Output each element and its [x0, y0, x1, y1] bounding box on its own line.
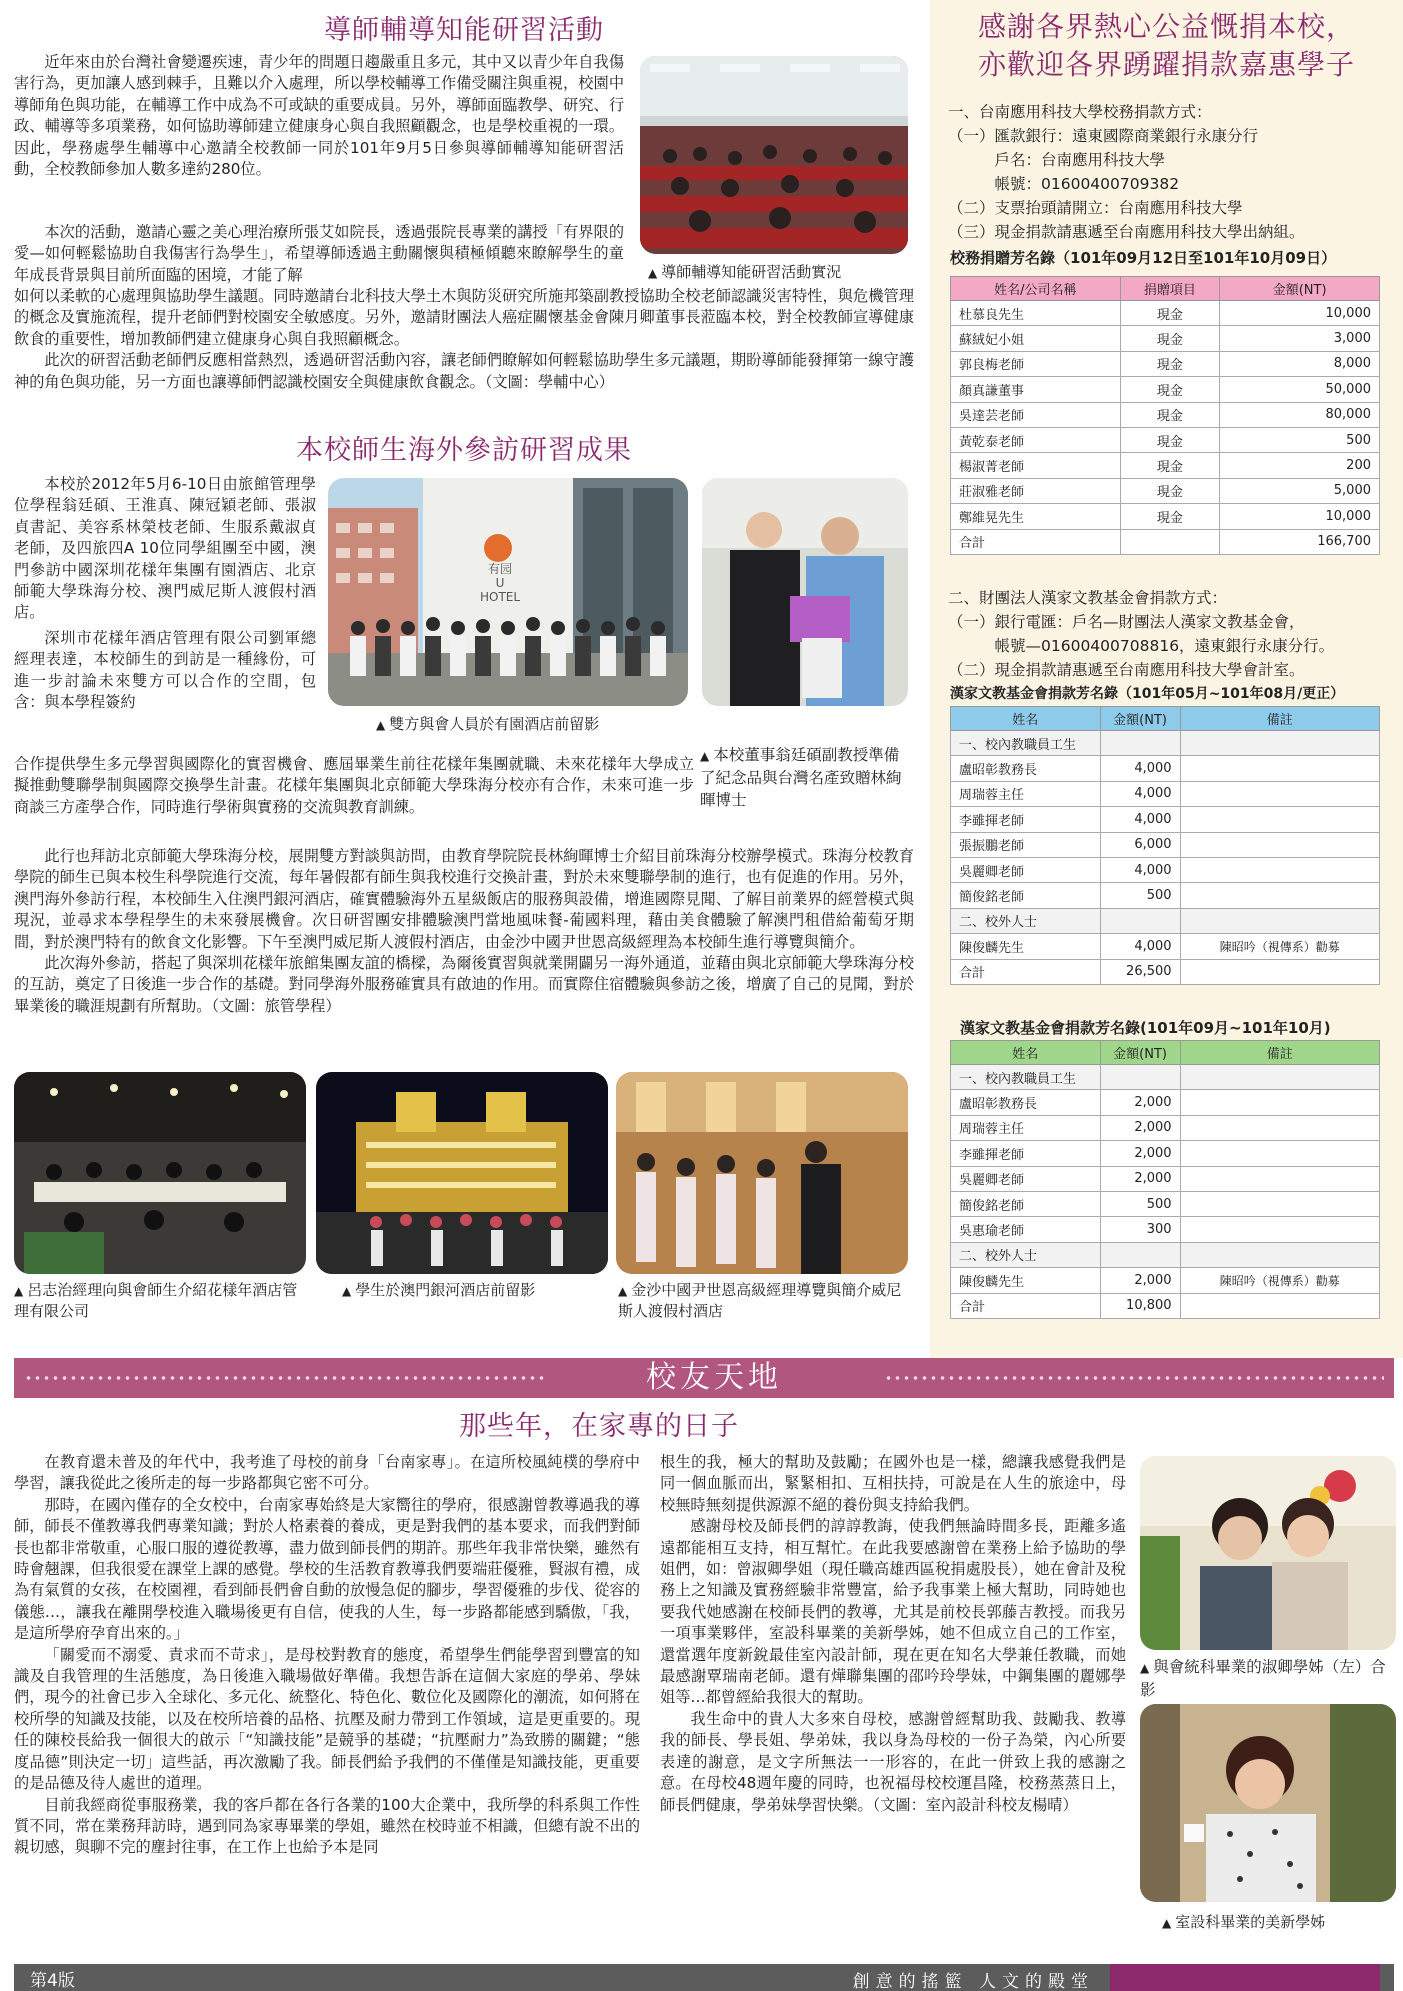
table-cell: 300 [1100, 1217, 1180, 1242]
table-cell: 黃乾泰老師 [951, 427, 1121, 452]
alumni-photo-2-caption-text: 室設科畢業的美新學姊 [1175, 1913, 1326, 1931]
donation-headline-2: 亦歡迎各界踴躍捐款嘉惠學子 [977, 48, 1355, 81]
alumni-right-paragraph: 我生命中的貴人大多來自母校，感謝曾經幫助我、鼓勵我、教導我的師長、學長姐、學弟妹，我以身為母校的一份子為榮，內心所要表達的謝意，是文字所無法一一形容的，在此一併致上我的感謝之意。在母校48週年慶的同時，也祝福母校校運昌隆，校務蒸蒸日上，師長們健康，學弟妹學習快樂。（文圖：室內設計科校友楊晴） [660, 1709, 1126, 1814]
table-cell: 2,000 [1100, 1090, 1180, 1115]
donation-table-3 [950, 1040, 1380, 1319]
table-cell: 周瑞蓉主任 [951, 1115, 1101, 1140]
article1-paragraph-2b: 如何以柔軟的心處理與協助學生議題。同時邀請台北科技大學土木與防災研究所施邦築副教授協助全校老師認識災害特性，與危機管理的概念及實施流程，提升老師們對校園安全敏感度。另外，邀請財團法人癌症關懷基金會陳月卿董事長蒞臨本校，對全校教師宣導健康飲食的重要性，增加教師們建立健康身心與自我照顧概念。 [14, 287, 914, 348]
group-photo-hotel [328, 478, 688, 706]
seminar-caption-text: 導師輔導知能研習活動實況 [661, 263, 842, 281]
table-cell: 5,000 [1220, 478, 1380, 503]
group-photo-caption-text: 雙方與會人員於有園酒店前留影 [389, 715, 600, 733]
page-footer [14, 1964, 1394, 1991]
page-number: 第4版 [30, 1971, 75, 1991]
hotel-sign: 有园 U HOTEL [480, 562, 521, 604]
table-cell: 10,000 [1220, 301, 1380, 326]
table-row [951, 1141, 1380, 1166]
table-cell [1180, 1065, 1379, 1090]
table-cell [1180, 1191, 1379, 1216]
table-cell: 8,000 [1220, 351, 1380, 376]
table-cell: 3,000 [1220, 326, 1380, 351]
article2-paragraph-2b: 合作提供學生多元學習與國際化的實習機會、應屆畢業生前往花樣年集團就職、未來花樣年大學成立擬推動雙聯學制與國際交換學生計畫。花樣年集團與北京師範大學珠海分校亦有合作，未來可進一步商談三方產學合作，同時進行學術與實務的交流與教育訓練。 [14, 755, 694, 816]
table-cell: 現金 [1120, 453, 1220, 478]
table-row [951, 504, 1380, 529]
table1-title: 校務捐贈芳名錄（101年09月12日至101年10月09日） [950, 249, 1337, 267]
table-cell: 4,000 [1100, 756, 1180, 781]
table-row [951, 1191, 1380, 1216]
alumni-left-paragraph: 在教育還未普及的年代中，我考進了母校的前身「台南家專」。在這所校風純樸的學府中學習，讓我從此之後所走的每一步路都與它密不可分。 [14, 1453, 640, 1493]
venetian-caption-text: 金沙中國尹世恩高級經理導覽與簡介威尼斯人渡假村酒店 [618, 1281, 902, 1320]
table-cell: 500 [1100, 1191, 1180, 1216]
table-cell [1180, 832, 1379, 857]
table2-title: 漢家文教基金會捐款芳名錄（101年05月~101年08月/更正） [950, 686, 1345, 702]
article2-intro [14, 474, 316, 713]
meeting-photo [14, 1072, 306, 1274]
footer-accent-block [1110, 1964, 1380, 1991]
venetian-caption: ▲ 金沙中國尹世恩高級經理導覽與簡介威尼斯人渡假村酒店 [618, 1281, 902, 1320]
table-cell: 現金 [1120, 351, 1220, 376]
table-row [951, 807, 1380, 832]
table-cell: 現金 [1120, 427, 1220, 452]
table-cell: 10,000 [1220, 504, 1380, 529]
table-cell: 4,000 [1100, 781, 1180, 806]
table-cell: 陳俊麟先生 [951, 1268, 1101, 1293]
article2-paragraph-2a: 深圳市花樣年酒店管理有限公司劉軍總經理表達，本校師生的到訪是一種緣份，可進一步討論未來雙方可以合作的空間，包含：與本學程簽約 [14, 628, 316, 712]
method1-line: （一）匯款銀行：遠東國際商業銀行永康分行 [948, 127, 1259, 145]
footer-slogan: 創意的搖籃 人文的殿堂 [852, 1972, 1094, 1991]
table-cell: 二、校外人士 [951, 908, 1101, 933]
table-cell: 50,000 [1220, 377, 1380, 402]
table-row [951, 478, 1380, 503]
table-cell [1100, 908, 1180, 933]
table-row [951, 731, 1380, 756]
table-row [951, 959, 1380, 984]
table-row [951, 301, 1380, 326]
table-cell [1180, 1090, 1379, 1115]
table-cell: 一、校內教職員工生 [951, 731, 1101, 756]
table-cell [1180, 781, 1379, 806]
banner-dots-left [24, 1376, 544, 1380]
table-cell: 二、校外人士 [951, 1242, 1101, 1267]
table-cell: 合計 [951, 959, 1101, 984]
table-row [951, 1242, 1380, 1267]
table-cell: 6,000 [1100, 832, 1180, 857]
table-row [951, 377, 1380, 402]
table-cell: 現金 [1120, 478, 1220, 503]
table-cell [1180, 1166, 1379, 1191]
table-cell: 26,500 [1100, 959, 1180, 984]
method1-line: 戶名：台南應用科技大學 [948, 151, 1166, 169]
table-cell: 鄭維晃先生 [951, 504, 1121, 529]
table-cell: 500 [1220, 427, 1380, 452]
article2-paragraph-3: 此行也拜訪北京師範大學珠海分校，展開雙方對談與訪問，由教育學院院長林絢暉博士介紹目前珠海分校辦學模式。珠海分校教育學院的師生已與本校生科學院進行交流，每年暑假都有師生與我校進行交換計畫，對於未來雙聯學制的進行，也有促進的作用。另外，澳門海外參訪行程，本校師生入住澳門銀河酒店，確實體驗海外五星級飯店的服務與設備，增進國際見聞、了解目前業界的經營模式與現況，並尋求本學程學生的未來發展機會。次日研習團安排體驗澳門當地風味餐-葡國料理，藉由美食體驗了解澳門租借給葡萄牙期間，對於澳門特有的飲食文化影響。下午至澳門威尼斯人渡假村酒店，由金沙中國尹世恩高級經理為本校師生進行導覽與簡介。 [14, 847, 914, 951]
table-cell: 4,000 [1100, 857, 1180, 882]
table-cell: 4,000 [1100, 934, 1180, 959]
article2-body-mid [14, 754, 694, 818]
table-cell: 吳惠瑜老師 [951, 1217, 1101, 1242]
article2-paragraph-1: 本校於2012年5月6-10日由旅館管理學位學程翁廷碩、王淮真、陳冠穎老師、張淑貞書記、美容系林榮枝老師、生服系戴淑貞老師，及四旅四A 10位同學組團至中國，澳門參訪中國深圳花樣年集團有園酒店、北京師範大學珠海分校、澳門威尼斯人渡假村酒店。 [14, 475, 316, 622]
table-cell: 2,000 [1100, 1115, 1180, 1140]
article1-paragraph-1: 近年來由於台灣社會變遷疾速，青少年的問題日趨嚴重且多元，其中又以青少年自我傷害行為，更加讓人感到棘手，且難以介入處理，所以學校輔導工作備受關注與重視，校園中導師角色與功能，在輔導工作中成為不可或缺的重要成員。另外，導師面臨教學、研究、行政、輔導等多項業務，如何協助導師建立健康身心與自我照顧觀念，也是學校重視的一環。因此，學務處學生輔導中心邀請全校教師一同於101年9月5日參與導師輔導知能研習活動，全校教師參加人數多達約280位。 [14, 53, 624, 179]
article2-paragraph-4: 此次海外參訪，搭起了與深圳花樣年旅館集團友誼的橋樑，為爾後實習與就業開闢另一海外通道，並藉由與北京師範大學珠海分校的互訪，奠定了日後進一步合作的基礎。對同學海外服務確實具有啟迪的作用。而實際住宿體驗與參訪之後，增廣了自己的見聞，對於畢業後的職涯規劃有所幫助。（文圖：旅管學程） [14, 954, 914, 1015]
alumni-left-paragraph: 「關愛而不溺愛、責求而不苛求」，是母校對教育的態度，希望學生們能學習到豐富的知識及自我管理的生活態度，為日後進入職場做好準備。我想告訴在這個大家庭的學弟、學妹們，現今的社會已步入全球化、多元化、統整化、特色化、數位化及國際化的潮流，如何將在校所學的知識及技能，以及在校所培養的品格、抗壓及耐力帶到工作領域，這是更重要的。現任的陳校長給我一個很大的啟示「“知識技能”是競爭的基礎；“抗壓耐力”為致勝的關鍵；“態度品德”則決定一切」這些話，再次激勵了我。師長們給予我們的不僅僅是知識技能，更重要的是品德及待人處世的道理。 [14, 1645, 640, 1793]
table-cell: 4,000 [1100, 807, 1180, 832]
table-row [951, 351, 1380, 376]
table-cell: 10,800 [1100, 1293, 1180, 1318]
table-cell: 蘇絨妃小姐 [951, 326, 1121, 351]
table-row [951, 453, 1380, 478]
banner-dots-right [884, 1376, 1384, 1380]
table-cell [1180, 1242, 1379, 1267]
table-cell: 簡俊銘老師 [951, 883, 1101, 908]
table-cell: 2,000 [1100, 1268, 1180, 1293]
alumni-photo-2-caption: ▲ 室設科畢業的美新學姊 [1162, 1913, 1326, 1931]
method1-line: （三）現金捐款請惠遞至台南應用科技大學出納組。 [948, 223, 1305, 241]
table-cell [1120, 529, 1220, 554]
table-cell: 2,000 [1100, 1141, 1180, 1166]
table-cell [1180, 1293, 1379, 1318]
method2-line: （一）銀行電匯：戶名—財團法人漢家文教基金會， [948, 613, 1305, 631]
table3-header: 姓名 [951, 1041, 1101, 1065]
table-cell [1180, 1217, 1379, 1242]
article1-paragraph-3: 此次的研習活動老師們反應相當熱烈，透過研習活動內容，讓老師們瞭解如何輕鬆協助學生多元議題，期盼導師能發揮第一線守護神的角色與功能，另一方面也讓導師們認識校園安全與健康飲食觀念。（文圖：學輔中心） [14, 351, 914, 391]
table3-header: 金額(NT) [1100, 1041, 1180, 1065]
table-cell: 簡俊銘老師 [951, 1191, 1101, 1216]
galaxy-caption: ▲ 學生於澳門銀河酒店前留影 [342, 1281, 536, 1299]
method1-line: 一、台南應用科技大學校務捐款方式： [948, 103, 1212, 121]
table-row [951, 908, 1380, 933]
table-cell [1180, 908, 1379, 933]
alumni-left-paragraph: 目前我經商從事服務業，我的客戶都在各行各業的100大企業中，我所學的科系與工作性質不同，常在業務拜訪時，遇到同為家專畢業的學姐，雖然在校時並不相識，但總有說不出的親切感，與聊不完的塵封往事，在工作上也給予本是同 [14, 1795, 640, 1857]
table-row [951, 529, 1380, 554]
table-cell: 現金 [1120, 326, 1220, 351]
galaxy-caption-text: 學生於澳門銀河酒店前留影 [355, 1281, 536, 1299]
table-cell: 合計 [951, 1293, 1101, 1318]
table-row [951, 934, 1380, 959]
table-cell: 現金 [1120, 402, 1220, 427]
table-cell [1180, 1115, 1379, 1140]
donation-headline [930, 8, 1403, 84]
gift-photo [702, 478, 908, 706]
table-row [951, 402, 1380, 427]
table-row [951, 1115, 1380, 1140]
table-cell [1100, 1065, 1180, 1090]
donation-table-2 [950, 706, 1380, 985]
table-cell: 2,000 [1100, 1166, 1180, 1191]
table2-header: 備註 [1180, 707, 1379, 731]
article1-body-wide [14, 286, 914, 393]
alumni-photo-1-caption-text: 與會統科畢業的淑卿學姊（左）合影 [1140, 1658, 1386, 1699]
meeting-caption: ▲ 呂志治經理向與會師生介紹花樣年酒店管理有限公司 [14, 1281, 298, 1320]
table-cell: 杜慕良先生 [951, 301, 1121, 326]
alumni-left-paragraph: 那時，在國內僅存的全女校中，台南家專始終是大家嚮往的學府，很感謝曾教導過我的導師，師長不僅教導我們專業知識；對於人格素養的養成，更是對我們的基本要求，而我們對師長也都非常敬重，心服口服的遵從教導，盡力做到師長們的期許。那些年我非常快樂，雖然有時會翹課，但我很愛在課堂上課的感覺。學校的生活教育教導我們要端莊優雅，賢淑有禮，成為有氣質的女孩，在校園裡，看到師長們會自動的放慢急促的腳步，學習優雅的步伐、從容的儀態…，讓我在離開學校進入職場後更有自信，使我的人生，每一步路都能感到驕傲，「我，是這所學府孕育出來的。」 [14, 1495, 640, 1643]
table-cell: 郭良梅老師 [951, 351, 1121, 376]
table2-header: 金額(NT) [1100, 707, 1180, 731]
article2-title: 本校師生海外參訪研習成果 [296, 435, 632, 466]
table-cell: 楊淑菁老師 [951, 453, 1121, 478]
table-cell: 現金 [1120, 301, 1220, 326]
table-cell: 一、校內教職員工生 [951, 1065, 1101, 1090]
table-cell: 張振鵬老師 [951, 832, 1101, 857]
table1-header: 捐贈項目 [1120, 277, 1220, 301]
table-cell: 莊淑雅老師 [951, 478, 1121, 503]
table-cell: 李雖揮老師 [951, 1141, 1101, 1166]
table-cell [1180, 807, 1379, 832]
alumni-photo-1-caption: ▲ 與會統科畢業的淑卿學姊（左）合影 [1140, 1658, 1386, 1699]
gift-photo-caption-text: 本校董事翁廷碩副教授準備了紀念品與台灣名產致贈林絢暉博士 [700, 746, 902, 809]
table-cell: 166,700 [1220, 529, 1380, 554]
meeting-caption-text: 呂志治經理向與會師生介紹花樣年酒店管理有限公司 [14, 1281, 298, 1320]
article1-paragraph-2: 本次的活動，邀請心靈之美心理治療所張艾如院長，透過張院長專業的講授「有界限的愛—如何輕鬆協助自我傷害行為學生」，希望導師透過主動關懷與積極傾聽來瞭解學生的童年成長背景與目前所面臨的困境，才能了解 [14, 223, 624, 284]
method2-line: 二、財團法人漢家文教基金會捐款方式： [948, 589, 1228, 607]
table-cell [1180, 959, 1379, 984]
donation-headline-1: 感謝各界熱心公益慨捐本校， [977, 10, 1355, 43]
table-row [951, 781, 1380, 806]
alumni-banner [14, 1358, 1394, 1398]
table-cell [1180, 1141, 1379, 1166]
table-row [951, 1268, 1380, 1293]
table-cell: 合計 [951, 529, 1121, 554]
method1-line: （二）支票抬頭請開立：台南應用科技大學 [948, 199, 1243, 217]
table-cell: 吳麗卿老師 [951, 857, 1101, 882]
table-cell: 80,000 [1220, 402, 1380, 427]
table-row [951, 832, 1380, 857]
venetian-tour-photo [616, 1072, 908, 1274]
alumni-right-paragraph: 感謝母校及師長們的諄諄教誨，使我們無論時間多長，距離多遙遠都能相互支持，相互幫忙。在此我要感謝曾在業務上給予協助的學姐們，如：曾淑卿學姐（現任職高雄西區稅捐處股長），她在會計及稅務上之知識及實務經驗非常豐富，給予我事業上極大幫助，同時她也要我代她感謝在校師長們的教導，尤其是前校長郭藤吉教授。而我另一項事業夥伴，室設科畢業的美新學姊，她不但成立自己的工作室，還當選年度新銳最佳室內設計師，現在更在知名大學兼任教職，而她最感謝覃瑞南老師。還有燁聯集團的邵吟玲學妹，中鋼集團的麗娜學姐等…都曾經給我很大的幫助。 [660, 1517, 1126, 1707]
table-row [951, 857, 1380, 882]
table-row [951, 1090, 1380, 1115]
table-cell: 周瑞蓉主任 [951, 781, 1101, 806]
table-cell: 顏真謙董事 [951, 377, 1121, 402]
method2-line: 帳號—01600400708816，遠東銀行永康分行。 [948, 637, 1335, 655]
table-row [951, 1217, 1380, 1242]
alumni-article-title: 那些年，在家專的日子 [459, 1411, 739, 1442]
alumni-photo-2 [1140, 1704, 1396, 1902]
method1-line: 帳號：01600400709382 [948, 175, 1180, 193]
table-cell: 陳昭吟（視傳系）勸募 [1180, 1268, 1379, 1293]
table-cell [1180, 731, 1379, 756]
donation-method-2 [948, 586, 1388, 682]
table-cell: 現金 [1120, 377, 1220, 402]
alumni-right-column [660, 1452, 1126, 1816]
table-row [951, 1166, 1380, 1191]
table-cell: 500 [1100, 883, 1180, 908]
seminar-photo [640, 56, 908, 254]
table-row [951, 1065, 1380, 1090]
table1-header: 金額(NT) [1220, 277, 1380, 301]
table3-title: 漢家文教基金會捐款芳名錄(101年09月~101年10月) [960, 1019, 1331, 1037]
table-cell: 吳達芸老師 [951, 402, 1121, 427]
table3-header: 備註 [1180, 1041, 1379, 1065]
article1-title: 導師輔導知能研習活動 [324, 15, 604, 46]
alumni-left-column [14, 1452, 640, 1859]
gift-photo-caption: ▲ 本校董事翁廷碩副教授準備了紀念品與台灣名產致贈林絢暉博士 [700, 746, 902, 809]
donation-table-1 [950, 276, 1380, 555]
alumni-right-paragraph: 根生的我，極大的幫助及鼓勵；在國外也是一樣，總讓我感覺我們是同一個血脈而出，緊緊相扣、互相扶持，可說是在人生的旅途中，母校無時無刻提供源源不絕的養份與支持給我們。 [660, 1453, 1126, 1514]
table-cell [1100, 1242, 1180, 1267]
donation-method-1 [948, 100, 1388, 244]
article1-body-top [14, 52, 624, 180]
table-cell: 李雖揮老師 [951, 807, 1101, 832]
galaxy-hotel-photo [316, 1072, 608, 1274]
table-row [951, 326, 1380, 351]
table-cell: 現金 [1120, 504, 1220, 529]
table-cell: 陳俊麟先生 [951, 934, 1101, 959]
table2-header: 姓名 [951, 707, 1101, 731]
table1-header: 姓名/公司名稱 [951, 277, 1121, 301]
group-photo-caption: ▲ 雙方與會人員於有園酒店前留影 [376, 715, 600, 733]
alumni-photo-1 [1140, 1456, 1396, 1650]
table-cell [1180, 883, 1379, 908]
table-cell: 吳麗卿老師 [951, 1166, 1101, 1191]
method2-line: （二）現金捐款請惠遞至台南應用科技大學會計室。 [948, 661, 1305, 679]
table-row [951, 883, 1380, 908]
table-cell: 盧昭彰教務長 [951, 1090, 1101, 1115]
alumni-banner-title: 校友天地 [646, 1360, 782, 1395]
table-cell: 盧昭彰教務長 [951, 756, 1101, 781]
seminar-caption: ▲ 導師輔導知能研習活動實況 [648, 263, 842, 281]
table-cell [1180, 857, 1379, 882]
table-row [951, 756, 1380, 781]
table-cell [1100, 731, 1180, 756]
table-row [951, 1293, 1380, 1318]
table-cell: 200 [1220, 453, 1380, 478]
table-cell: 陳昭吟（視傳系）勸募 [1180, 934, 1379, 959]
table-row [951, 427, 1380, 452]
table-cell [1180, 756, 1379, 781]
article2-body-wide [14, 846, 914, 1017]
